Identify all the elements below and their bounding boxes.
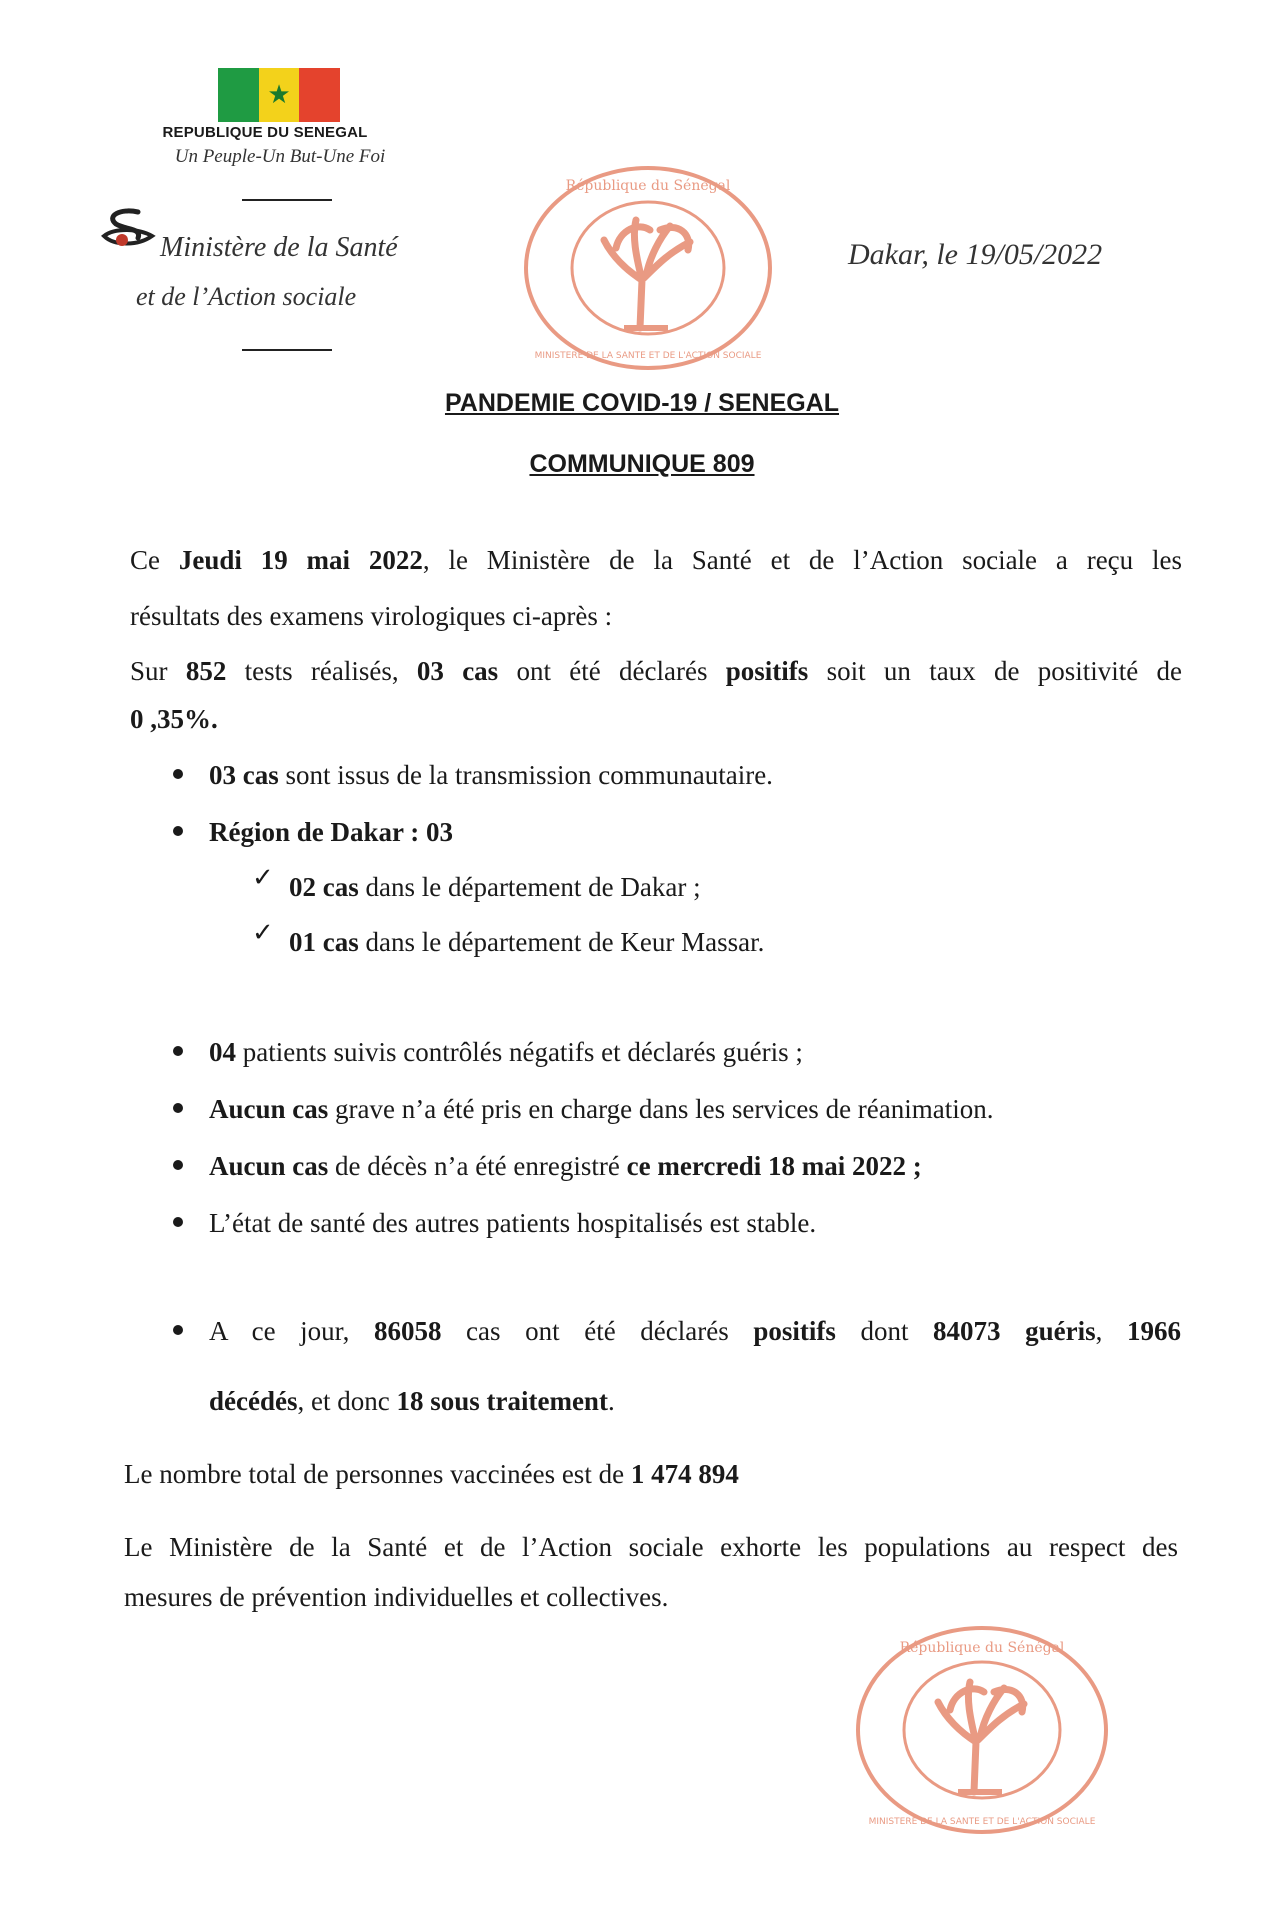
- stamp-text-top: République du Sénégal: [899, 1640, 1065, 1656]
- list-item: 02 cas dans le département de Dakar ;: [289, 872, 701, 902]
- summary-line2: décédés, et donc 18 sous traitement.: [209, 1386, 615, 1416]
- official-stamp-icon: [520, 160, 780, 372]
- list-item: Région de Dakar : 03: [209, 817, 454, 847]
- closing-line2: mesures de prévention individuelles et collectives.: [124, 1582, 669, 1612]
- communique-number: COMMUNIQUE 809: [529, 450, 755, 478]
- bullet-icon: [173, 1325, 183, 1335]
- republic-label: REPUBLIQUE DU SENEGAL: [162, 124, 368, 141]
- bullet-icon: [173, 1046, 183, 1056]
- divider: [242, 349, 332, 351]
- stamp-text-top: République du Sénégal: [565, 178, 731, 194]
- stamp-text-bottom: MINISTERE DE LA SANTE ET DE L'ACTION SOCIALE: [534, 351, 762, 361]
- intro-line2: résultats des examens virologiques ci-après :: [130, 601, 613, 631]
- bullet-icon: [173, 769, 183, 779]
- list-item: Aucun cas de décès n’a été enregistré ce mercredi 18 mai 2022 ;: [209, 1151, 922, 1181]
- ministry-name-line2: et de l’Action sociale: [136, 282, 357, 311]
- star-icon: ★: [267, 80, 291, 109]
- document-title: PANDEMIE COVID-19 / SENEGAL: [444, 389, 840, 417]
- intro-line1: Ce Jeudi 19 mai 2022, le Ministère de la Santé et de l’Action sociale a reçu les: [130, 545, 1183, 575]
- intro-line3: Sur 852 tests réalisés, 03 cas ont été déclarés positifs soit un taux de positivité de: [130, 656, 1183, 686]
- summary-line1: A ce jour, 86058 cas ont été déclarés positifs dont 84073 guéris, 1966: [209, 1316, 1181, 1346]
- list-item: Aucun cas grave n’a été pris en charge dans les services de réanimation.: [209, 1094, 994, 1124]
- bullet-icon: [173, 1160, 183, 1170]
- bullet-icon: [173, 1103, 183, 1113]
- senegal-flag: [218, 68, 340, 122]
- ministry-logo-icon: [98, 206, 156, 260]
- list-item: 03 cas sont issus de la transmission communautaire.: [209, 760, 773, 790]
- positivity-rate: 0 ,35%.: [130, 704, 218, 734]
- official-stamp-icon: [852, 1622, 1114, 1840]
- national-motto: Un Peuple-Un But-Une Foi: [174, 146, 386, 167]
- list-item: L’état de santé des autres patients hospitalisés est stable.: [209, 1208, 817, 1238]
- vaccination-total: Le nombre total de personnes vaccinées est de 1 474 894: [124, 1459, 739, 1489]
- closing-line1: Le Ministère de la Santé et de l’Action sociale exhorte les populations au respect des: [124, 1532, 1178, 1562]
- list-item: 01 cas dans le département de Keur Massar.: [289, 927, 765, 957]
- list-item: 04 patients suivis contrôlés négatifs et déclarés guéris ;: [209, 1037, 803, 1067]
- divider: [242, 199, 332, 201]
- document-date: Dakar, le 19/05/2022: [848, 238, 1103, 271]
- ministry-name-line1: Ministère de la Santé: [160, 232, 398, 263]
- bullet-icon: [173, 826, 183, 836]
- bullet-icon: [173, 1217, 183, 1227]
- stamp-text-bottom: MINISTERE DE LA SANTE ET DE L'ACTION SOCIALE: [868, 1817, 1096, 1827]
- checkmark-icon: ✓: [252, 918, 274, 947]
- checkmark-icon: ✓: [252, 863, 274, 892]
